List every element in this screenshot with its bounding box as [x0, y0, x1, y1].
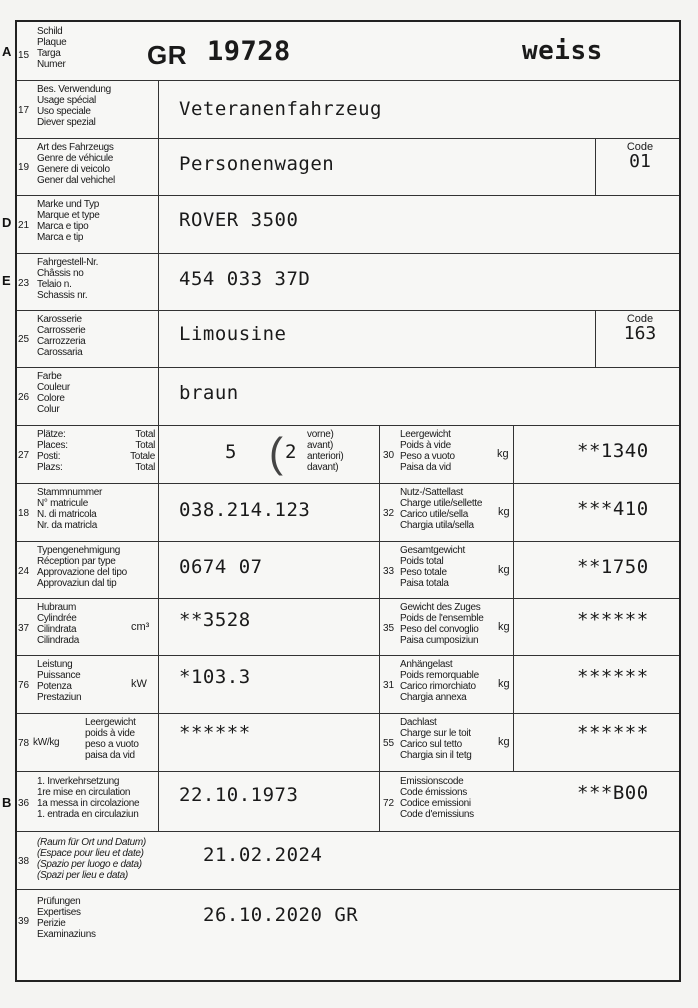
first-registration-value: 22.10.1973 [179, 784, 299, 806]
field-number: 24 [18, 566, 30, 577]
field-number: 23 [18, 278, 30, 289]
field-label: Prüfungen Expertises Perizie Examinaziuns [37, 896, 96, 940]
field-number: 39 [18, 916, 30, 927]
field-label: Gesamtgewicht Poids total Peso totale Paisa totala [400, 545, 466, 589]
seats-front-label: vorne) avant) anteriori) davant) [307, 429, 344, 473]
field-label: Anhängelast Poids remorquable Carico rimorchiato Chargia annexa [400, 659, 479, 703]
field-number: 37 [18, 623, 30, 634]
vehicle-type-code: Code 01 [626, 141, 654, 172]
field-label: Gewicht des Zuges Poids de l'ensemble Peso del convoglio Paisa cumposiziun [400, 602, 484, 646]
special-use-value: Veteranenfahrzeug [179, 98, 382, 120]
roof-load-value: ****** [577, 722, 649, 744]
row-power-towing-load [17, 656, 679, 714]
vehicle-type-value: Personenwagen [179, 153, 335, 175]
field-15-plate [17, 22, 679, 81]
field-number: 31 [383, 680, 395, 691]
field-number: 72 [383, 798, 395, 809]
field-label: (Raum für Ort und Datum) (Espace pour lieu et date) (Spazio per luogo e data) (Spazi per lieu e data) [37, 837, 146, 881]
brace-left: ( [269, 429, 283, 476]
row-seats-empty-weight [17, 426, 679, 484]
row-type-approval-total-weight [17, 542, 679, 599]
field-number: 78 [18, 738, 30, 749]
unit-label: kg [498, 678, 510, 690]
plate-number: 19728 [207, 36, 291, 67]
train-weight-value: ****** [577, 609, 649, 631]
field-label: Leistung Puissance Potenza Prestaziun [37, 659, 82, 703]
emissions-code-value: ***B00 [577, 782, 649, 804]
row-power-weight-roof-load [17, 714, 679, 772]
field-25-body [17, 311, 679, 368]
field-number: 76 [18, 680, 30, 691]
total-weight-value: **1750 [577, 556, 649, 578]
unit-label: kg [497, 448, 509, 460]
field-number: 38 [18, 856, 30, 867]
field-17-special-use [17, 81, 679, 139]
field-label: Karosserie Carrosserie Carrozzeria Carossaria [37, 314, 86, 358]
field-number: 21 [18, 220, 30, 231]
chassis-value: 454 033 37D [179, 268, 311, 290]
side-letter-d: D [2, 215, 12, 230]
row-displacement-train-weight [17, 599, 679, 656]
field-label: Art des Fahrzeugs Genre de véhicule Genere di veicolo Gener dal vehichel [37, 142, 115, 186]
field-26-color [17, 368, 679, 426]
field-label: Bes. Verwendung Usage spécial Uso speciale Diever spezial [37, 84, 111, 128]
field-number: 18 [18, 508, 30, 519]
field-number: 26 [18, 392, 30, 403]
row-master-number-payload [17, 484, 679, 542]
field-label: Leergewicht Poids à vide Peso a vuoto Paisa da vid [400, 429, 455, 473]
inspection-value: 26.10.2020 GR [203, 904, 359, 926]
empty-weight-value: **1340 [577, 440, 649, 462]
field-label: Dachlast Charge sur le toit Carico sul tetto Chargia sin il tetg [400, 717, 472, 761]
displacement-value: **3528 [179, 609, 251, 631]
field-19-vehicle-type [17, 139, 679, 196]
field-23-chassis [17, 254, 679, 311]
field-number: 33 [383, 566, 395, 577]
field-number: 30 [383, 450, 395, 461]
place-date-value: 21.02.2024 [203, 844, 323, 866]
row-first-registration-emissions [17, 772, 679, 832]
field-number: 19 [18, 162, 30, 173]
vehicle-registration-document [15, 20, 681, 982]
field-label: Typengenehmigung Réception par type Approvazione del tipo Approvaziun dal tip [37, 545, 127, 589]
towing-load-value: ****** [577, 666, 649, 688]
unit-label: kg [498, 564, 510, 576]
unit-label: kg [498, 736, 510, 748]
color-value: braun [179, 382, 239, 404]
plate-canton: GR [147, 40, 187, 70]
field-label: Plätze: Places: Posti: Plazs: [37, 429, 68, 473]
field-21-make-model [17, 196, 679, 254]
field-label: Schild Plaque Targa Numer [37, 26, 67, 70]
field-38-place-date [17, 832, 679, 890]
field-label: Marke und Typ Marque et type Marca e tipo Marca e tip [37, 199, 100, 243]
body-code: Code 163 [623, 313, 657, 344]
field-number: 27 [18, 450, 30, 461]
make-model-value: ROVER 3500 [179, 209, 299, 231]
field-number: 35 [383, 623, 395, 634]
field-label: Nutz-/Sattellast Charge utile/sellette Carico utile/sella Chargia utila/sella [400, 487, 483, 531]
seats-total-value: 5 [225, 441, 237, 463]
field-number: 17 [18, 105, 30, 116]
unit-label: kg [498, 621, 510, 633]
seats-front-value: 2 [285, 441, 297, 463]
unit-label: kW [131, 678, 147, 690]
plate-color: weiss [522, 36, 603, 66]
field-number: 55 [383, 738, 395, 749]
body-value: Limousine [179, 323, 287, 345]
field-number: 15 [18, 50, 30, 61]
power-weight-value: ****** [179, 722, 251, 744]
field-label: Stammnummer N° matricule N. di matricola Nr. da matricla [37, 487, 103, 531]
field-number: 25 [18, 334, 30, 345]
side-letter-e: E [2, 273, 11, 288]
side-letter-b: B [2, 795, 12, 810]
payload-value: ***410 [577, 498, 649, 520]
side-letter-a: A [2, 44, 12, 59]
master-number-value: 038.214.123 [179, 499, 311, 521]
type-approval-value: 0674 07 [179, 556, 263, 578]
field-number: 36 [18, 798, 30, 809]
power-value: *103.3 [179, 666, 251, 688]
field-number: 32 [383, 508, 395, 519]
field-label: Hubraum Cylindrée Cilindrata Cilindrada [37, 602, 80, 646]
field-39-inspections [17, 890, 679, 982]
field-label: Emissionscode Code émissions Codice emissioni Code d'emissiuns [400, 776, 474, 820]
unit-label: kg [498, 506, 510, 518]
field-label: Farbe Couleur Colore Colur [37, 371, 70, 415]
field-label: Leergewicht poids à vide peso a vuoto paisa da vid [85, 717, 139, 761]
field-label: 1. Inverkehrsetzung 1re mise en circulation 1a messa in circolazione 1. entrada en circulaziun [37, 776, 140, 820]
kw-per-kg-label: kW/kg [33, 737, 60, 748]
unit-label: cm³ [131, 621, 150, 633]
seats-total-label: Total Total Totale Total [130, 429, 155, 473]
field-label: Fahrgestell-Nr. Châssis no Telaio n. Schassis nr. [37, 257, 99, 301]
